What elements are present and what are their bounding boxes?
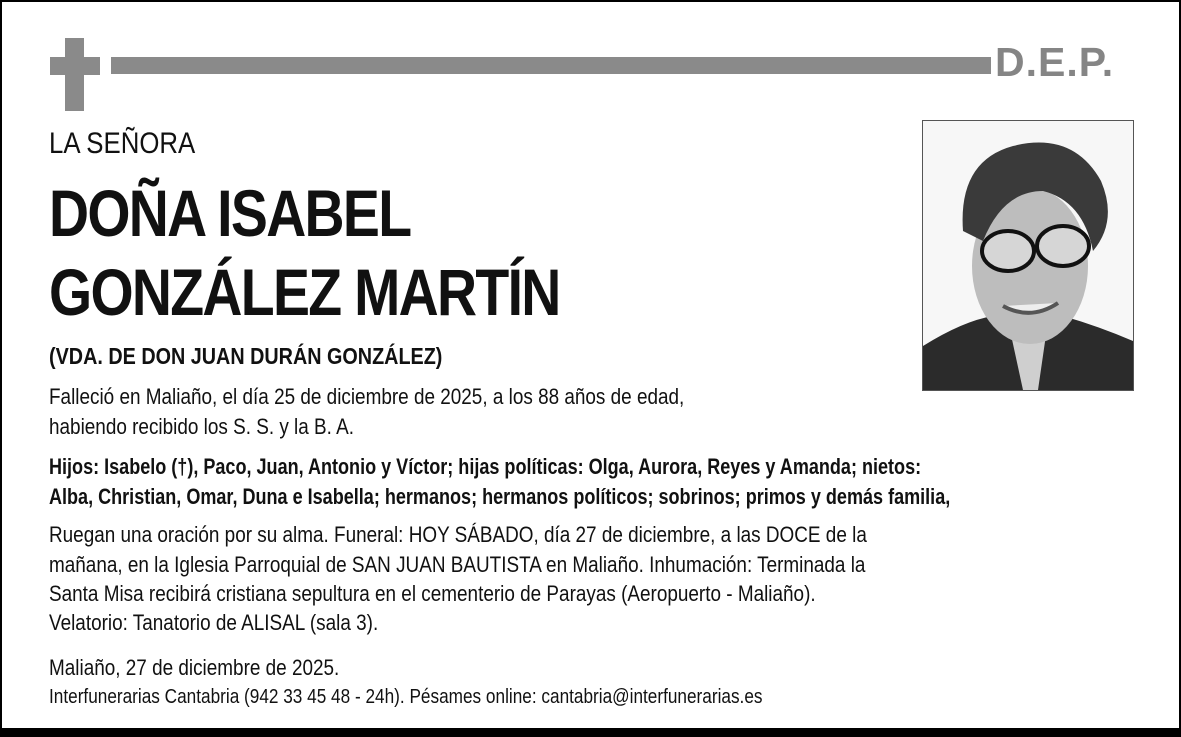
death-notice-line1: Falleció en Maliaño, el día 25 de diciembre de 2025, a los 88 años de edad,: [49, 384, 685, 409]
portrait-image: [923, 121, 1133, 390]
funeral-line1: Ruegan una oración por su alma. Funeral: HOY SÁBADO, día 27 de diciembre, a las DOCE de la: [49, 522, 867, 547]
funeral-line4: Velatorio: Tanatorio de ALISAL (sala 3).: [49, 610, 379, 635]
family-line1: Hijos: Isabelo (†), Paco, Juan, Antonio y Víctor; hijas políticas: Olga, Aurora, Reyes y Amanda; nietos:: [49, 454, 922, 479]
funeral-line2: mañana, en la Iglesia Parroquial de SAN JUAN BAUTISTA en Maliaño. Inhumación: Terminada la: [49, 552, 866, 577]
contact-line: Interfunerarias Cantabria (942 33 45 48 - 24h). Pésames online: cantabria@interfunerarias.es: [49, 686, 763, 708]
deceased-name-line2: GONZÁLEZ MARTÍN: [49, 255, 560, 329]
deceased-name-line1: DOÑA ISABEL: [49, 176, 411, 250]
title-label: LA SEÑORA: [49, 127, 196, 160]
funeral-line3: Santa Misa recibirá cristiana sepultura en el cementerio de Parayas (Aeropuerto - Maliaño).: [49, 581, 816, 606]
dep-label: D.E.P.: [995, 39, 1115, 85]
place-date: Maliaño, 27 de diciembre de 2025.: [49, 655, 340, 680]
header-rule: [111, 57, 991, 74]
cross-icon-bar: [50, 57, 100, 75]
death-notice-line2: habiendo recibido los S. S. y la B. A.: [49, 414, 355, 439]
deceased-photo: [922, 120, 1134, 391]
family-line2: Alba, Christian, Omar, Duna e Isabella; hermanos; hermanos políticos; sobrinos; primos y demás familia,: [49, 484, 951, 509]
widow-of: (VDA. DE DON JUAN DURÁN GONZÁLEZ): [49, 343, 443, 369]
bottom-border: [0, 728, 1181, 737]
